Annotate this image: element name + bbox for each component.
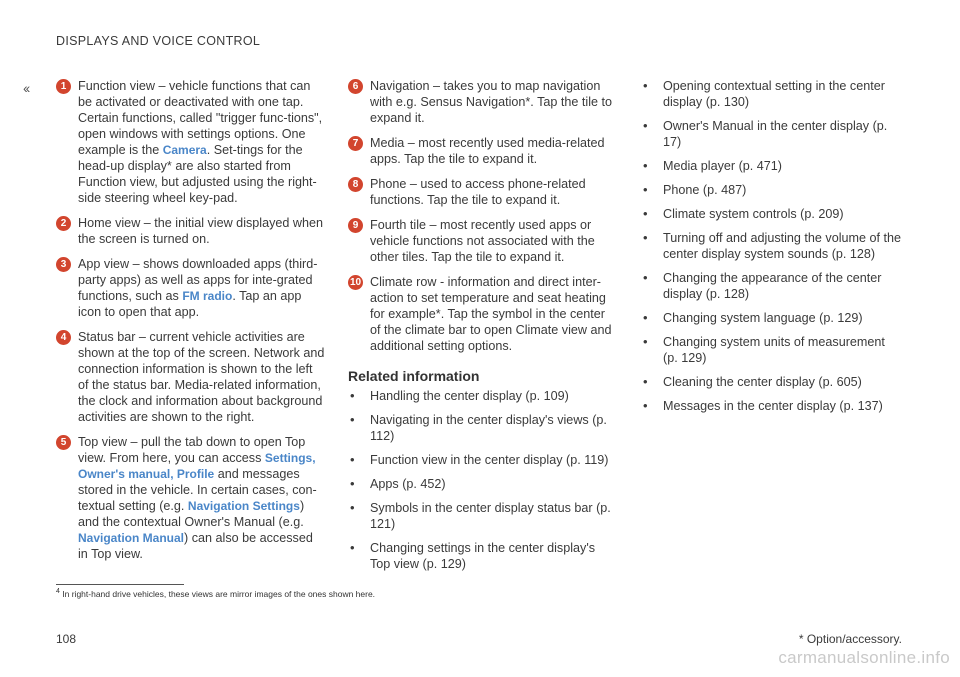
- numbered-item-4: [56, 329, 326, 425]
- numbered-item-6: [348, 78, 618, 126]
- related-link[interactable]: • Function view in the center display (p. 119): [348, 452, 618, 468]
- related-link[interactable]: • Phone (p. 487): [641, 182, 903, 198]
- item-text: Top view – pull the tab down to open Top view. From here, you can access: [78, 435, 306, 465]
- item-text: Function view – vehicle functions that can be activated or deactivated with one tap. Certain functions, called "trigger func-tions", open windows with settings options. One example is the: [78, 79, 323, 157]
- numbered-item-2: [56, 215, 326, 247]
- related-link[interactable]: • Navigating in the center display's views (p. 112): [348, 412, 618, 444]
- number-badge-icon: 2: [56, 216, 71, 231]
- related-link[interactable]: • Media player (p. 471): [641, 158, 903, 174]
- number-badge-icon: 9: [348, 218, 363, 233]
- footnote-rule: [56, 584, 184, 585]
- ui-term: Settings, Owner's manual, Profile: [78, 451, 316, 481]
- number-badge-icon: 4: [56, 330, 71, 345]
- related-link[interactable]: • Turning off and adjusting the volume of the center display system sounds (p. 128): [641, 230, 903, 262]
- item-text: Fourth tile – most recently used apps or vehicle functions not associated with the other tiles. Tap the tile to expand it.: [370, 218, 595, 264]
- ui-term: Navigation Settings: [187, 499, 300, 513]
- related-link[interactable]: • Apps (p. 452): [348, 476, 618, 492]
- back-arrows-icon[interactable]: ‹‹: [23, 80, 29, 96]
- related-link[interactable]: • Changing system language (p. 129): [641, 310, 903, 326]
- ui-term: Camera: [162, 143, 207, 157]
- item-text: Phone – used to access phone-related functions. Tap the tile to expand it.: [370, 177, 586, 207]
- number-badge-icon: 3: [56, 257, 71, 272]
- related-link[interactable]: • Handling the center display (p. 109): [348, 388, 618, 404]
- item-text: ) and the contextual Owner's Manual (e.g.: [78, 499, 305, 529]
- related-link[interactable]: • Symbols in the center display status bar (p. 121): [348, 500, 618, 532]
- number-badge-icon: 5: [56, 435, 71, 450]
- item-text: ) can also be accessed in Top view.: [78, 531, 313, 561]
- number-badge-icon: 8: [348, 177, 363, 192]
- page-header: DISPLAYS AND VOICE CONTROL: [56, 34, 261, 48]
- numbered-item-1: [56, 78, 326, 206]
- number-badge-icon: 7: [348, 136, 363, 151]
- item-text: and messages stored in the vehicle. In certain cases, con-textual setting (e.g.: [78, 467, 317, 513]
- number-badge-icon: 6: [348, 79, 363, 94]
- item-text: Media – most recently used media-related apps. Tap the tile to expand it.: [370, 136, 605, 166]
- ui-term: FM radio: [182, 289, 233, 303]
- item-text: . Set-tings for the head-up display* are also started from Function view, but adjusted using the right-side steering wheel key-pad.: [78, 143, 317, 205]
- numbered-item-5: [56, 434, 326, 562]
- related-link[interactable]: • Messages in the center display (p. 137): [641, 398, 903, 414]
- related-link[interactable]: • Owner's Manual in the center display (p. 17): [641, 118, 903, 150]
- column-3: [641, 78, 903, 422]
- item-text: Climate row - information and direct inter-action to set temperature and seat heating for example*. Tap the symbol in the center of the climate bar to open Climate view and additional setting options.: [370, 275, 612, 353]
- related-link[interactable]: • Cleaning the center display (p. 605): [641, 374, 903, 390]
- related-heading: Related information: [348, 368, 480, 384]
- item-text: Navigation – takes you to map navigation with e.g. Sensus Navigation*. Tap the tile to expand it.: [370, 79, 612, 125]
- number-badge-icon: 1: [56, 79, 71, 94]
- option-accessory-note: * Option/accessory.: [798, 632, 902, 646]
- numbered-item-9: [348, 217, 618, 265]
- footnote: $^4$ In right-hand drive vehicles, these views are mirror images of the ones shown here.: [56, 588, 376, 599]
- numbered-item-10: [348, 274, 618, 354]
- numbered-item-7: [348, 135, 618, 167]
- item-text: . Tap an app icon to open that app.: [78, 289, 302, 319]
- item-text: Status bar – current vehicle activities are shown at the top of the screen. Network and connection information is shown to the left of the status bar. Media-related information, the clock and information about background activities are shown to the right.: [78, 330, 325, 424]
- column-2: [348, 78, 618, 580]
- related-link[interactable]: • Changing the appearance of the center display (p. 128): [641, 270, 903, 302]
- number-badge-icon: 10: [349, 277, 362, 288]
- column-1: [56, 78, 326, 571]
- ui-term: Navigation Manual: [78, 531, 185, 545]
- related-link[interactable]: • Changing system units of measurement (p. 129): [641, 334, 903, 366]
- related-link[interactable]: • Climate system controls (p. 209): [641, 206, 903, 222]
- item-text: App view – shows downloaded apps (third-party apps) as well as apps for inte-grated functions, such as: [78, 257, 318, 303]
- watermark: carmanualsonline.info: [778, 648, 950, 667]
- numbered-item-8: [348, 176, 618, 208]
- related-link[interactable]: • Changing settings in the center display's Top view (p. 129): [348, 540, 618, 572]
- related-link[interactable]: • Opening contextual setting in the center display (p. 130): [641, 78, 903, 110]
- numbered-item-3: [56, 256, 326, 320]
- page-number: 108: [56, 632, 77, 646]
- item-text: Home view – the initial view displayed when the screen is turned on.: [78, 216, 324, 246]
